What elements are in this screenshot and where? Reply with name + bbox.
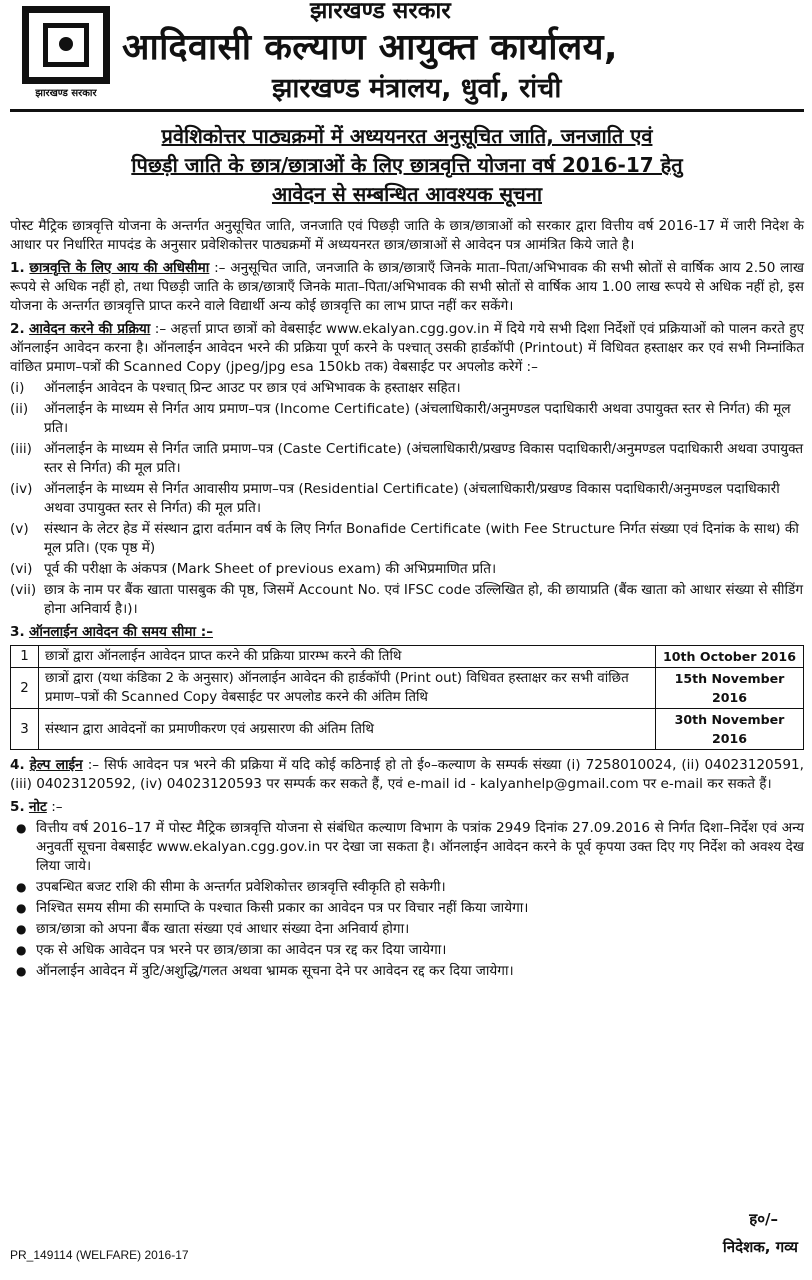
row-number: 1 bbox=[11, 646, 39, 668]
list-item bbox=[10, 878, 804, 897]
footer bbox=[10, 1210, 804, 1270]
row-number: 3 bbox=[11, 709, 39, 750]
signatory-designation: निदेशक, गव्य bbox=[722, 1238, 798, 1256]
section-suffix: :– bbox=[51, 799, 63, 815]
list-item bbox=[10, 480, 804, 518]
title-line-2: पिछड़ी जाति के छात्र/छात्राओं के लिए छात्रवृत्ति योजना वर्ष 2016-17 हेतु bbox=[131, 153, 683, 177]
bullet-icon: ● bbox=[16, 901, 27, 915]
list-item bbox=[10, 899, 804, 918]
list-item bbox=[10, 962, 804, 981]
office-address: झारखण्ड मंत्रालय, धुर्वा, रांची bbox=[272, 73, 562, 104]
section-application-process bbox=[10, 320, 804, 377]
note-text: उपबन्धित बजट राशि की सीमा के अन्तर्गत प्रवेशिकोत्तर छात्रवृत्ति स्वीकृति हो सकेगी। bbox=[36, 879, 446, 895]
list-item bbox=[10, 581, 804, 619]
jharkhand-emblem-logo bbox=[14, 6, 118, 100]
list-item bbox=[10, 520, 804, 558]
table-row bbox=[11, 709, 804, 750]
section-text: :– अहर्त्ता प्राप्त छात्रों को वेबसाईट www.ekalyan.cgg.gov.in में दिये गये सभी दिशा निर्देशों एवं प्रक्रियाओं को पालन करते हुए ऑनलाईन आवेदन करना है। ऑनलाईन आवेदन भरने की प्रक्रिया पूर्ण करने के पश्चात् उसकी हार्डकॉपी (Printout) में विधिवत हस्ताक्षर कर एवं सभी निम्नांकित वांछित प्रमाण–पत्रों की Scanned Copy (jpeg/jpg esa 150kb तक) वेबसाईट पर अपलोड करेगें :– bbox=[10, 321, 805, 375]
section-heading: हेल्प लाईन bbox=[29, 757, 83, 773]
note-text: ऑनलाईन आवेदन में त्रुटि/अशुद्धि/गलत अथवा भ्रामक सूचना देने पर आवेदन रद्द कर दिया जायेगा। bbox=[36, 963, 514, 979]
section-text: :– अनुसूचित जाति, जनजाति के छात्र/छात्राएँ जिनके माता–पिता/अभिभावक की सभी स्रोतों से वार्षिक आय 2.50 लाख रूपये से अधिक नहीं हो, तथा पिछड़ी जाति के छात्र/छात्राएँ जिनके माता–पिता/अभिभावक की सभी स्रोतों से वार्षिक आय 1.00 लाख रूपये से अधिक नहीं हो, इस योजना के अन्तर्गत छात्रवृत्ति प्राप्त करने वाले विद्यार्थी अन्य कोई छात्रवृत्ति का लाभ प्राप्त नहीं कर सकेंगे। bbox=[10, 260, 804, 314]
section-number: 4. bbox=[10, 757, 25, 773]
item-text: पूर्व की परीक्षा के अंकपत्र (Mark Sheet of previous exam) की अभिप्रमाणित प्रति। bbox=[44, 561, 497, 577]
section-heading: आवेदन करने की प्रक्रिया bbox=[29, 321, 151, 337]
note-text: वित्तीय वर्ष 2016–17 में पोस्ट मैट्रिक छात्रवृत्ति योजना से संबंधित कल्याण विभाग के पत्रांक 2949 दिनांक 27.09.2016 से निर्गत दिशा–निर्देश एवं अन्य अनुवर्ती सूचना वेबसाईट www.ekalyan.cgg.gov.in पर देखा जा सकता है। ऑनलाईन आवेदन करने के पूर्व कृपया उक्त दिए गए निर्देश को अवश्य देख लिया जाये। bbox=[36, 820, 804, 874]
office-name: आदिवासी कल्याण आयुक्त कार्यालय, bbox=[122, 27, 618, 68]
section-time-limit bbox=[10, 623, 804, 642]
item-number: (vi) bbox=[10, 561, 33, 577]
list-item bbox=[10, 920, 804, 939]
item-text: ऑनलाईन के माध्यम से निर्गत आवासीय प्रमाण–पत्र (Residential Certificate) (अंचलाधिकारी/प्रखण्ड विकास पदाधिकारी/अनुमण्डल पदाधिकारी अथवा उपायुक्त स्तर से निर्गत) की मूल प्रति। bbox=[44, 481, 780, 516]
item-number: (i) bbox=[10, 380, 25, 396]
item-text: ऑनलाईन के माध्यम से निर्गत आय प्रमाण–पत्र (Income Certificate) (अंचलाधिकारी/अनुमण्डल पदाधिकारी अथवा उपायुक्त स्तर से निर्गत) की मूल प्रति। bbox=[44, 401, 791, 436]
bullet-icon: ● bbox=[16, 964, 27, 978]
section-note bbox=[10, 798, 804, 817]
section-income-limit bbox=[10, 259, 804, 316]
notice-title bbox=[10, 122, 804, 209]
row-date: 10th October 2016 bbox=[656, 646, 804, 668]
list-item bbox=[10, 440, 804, 478]
item-text: छात्र के नाम पर बैंक खाता पासबुक की पृष्ठ, जिसमें Account No. एवं IFSC code उल्लिखित हो, की छायाप्रति (बैंक खाता को आधार संख्या से सीडिंग होना अनिवार्य है।)। bbox=[44, 582, 803, 617]
table-row bbox=[11, 646, 804, 668]
required-documents-list bbox=[10, 379, 804, 619]
bullet-icon: ● bbox=[16, 943, 27, 957]
emblem-outer-frame bbox=[22, 6, 110, 84]
section-heading: नोट bbox=[28, 799, 47, 815]
list-item bbox=[10, 941, 804, 960]
emblem-chakra-icon bbox=[59, 37, 73, 51]
note-text: एक से अधिक आवेदन पत्र भरने पर छात्र/छात्रा का आवेदन पत्र रद्द कर दिया जायेगा। bbox=[36, 942, 447, 958]
government-name: झारखण्ड सरकार bbox=[310, 0, 451, 24]
signature: ह०/– bbox=[749, 1210, 778, 1228]
title-line-1: प्रवेशिकोत्तर पाठ्यक्रमों में अध्ययनरत अनुसूचित जाति, जनजाति एवं bbox=[161, 124, 653, 148]
item-number: (v) bbox=[10, 521, 29, 537]
bullet-icon: ● bbox=[16, 880, 27, 894]
item-number: (ii) bbox=[10, 401, 29, 417]
list-item bbox=[10, 819, 804, 876]
section-heading: ऑनलाईन आवेदन की समय सीमा :– bbox=[28, 624, 213, 640]
item-number: (vii) bbox=[10, 582, 37, 598]
note-text: छात्र/छात्रा को अपना बैंक खाता संख्या एवं आधार संख्या देना अनिवार्य होगा। bbox=[36, 921, 410, 937]
row-description: छात्रों द्वारा (यथा कंडिका 2 के अनुसार) ऑनलाईन आवेदन की हार्डकॉपी (Print out) विधिवत हस्ताक्षर कर सभी वांछित प्रमाण–पत्रों की Scanned Copy वेबसाईट पर अपलोड करने की अंतिम तिथि bbox=[39, 668, 656, 709]
item-number: (iii) bbox=[10, 441, 32, 457]
bullet-icon: ● bbox=[16, 821, 27, 835]
title-line-3: आवेदन से सम्बन्धित आवश्यक सूचना bbox=[271, 182, 543, 206]
section-number: 5. bbox=[10, 799, 25, 815]
section-number: 3. bbox=[10, 624, 25, 640]
row-date: 15th November 2016 bbox=[656, 668, 804, 709]
section-text: :– सिर्फ आवेदन पत्र भरने की प्रक्रिया में यदि कोई कठिनाई हो तो ई०–कल्याण के सम्पर्क संख्या (i) 7258010024, (ii) 04023120591, (iii) 04023120592, (iv) 04023120593 पर सम्पर्क कर सकते हैं, एवं e-mail id - kalyanhelp@gmail.com पर e-mail कर सकते हैं। bbox=[10, 757, 804, 792]
list-item bbox=[10, 560, 804, 579]
item-text: ऑनलाईन आवेदन के पश्चात् प्रिन्ट आउट पर छात्र एवं अभिभावक के हस्ताक्षर सहित। bbox=[44, 380, 461, 396]
item-text: संस्थान के लेटर हेड में संस्थान द्वारा वर्तमान वर्ष के लिए निर्गत Bonafide Certificate (with Fee Structure निर्गत संख्या एवं दिनांक के साथ) की मूल प्रति। (एक पृष्ठ में) bbox=[44, 521, 799, 556]
row-description: संस्थान द्वारा आवेदनों का प्रमाणीकरण एवं अग्रसारण की अंतिम तिथि bbox=[39, 709, 656, 750]
emblem-caption: झारखण्ड सरकार bbox=[35, 88, 97, 99]
list-item bbox=[10, 400, 804, 438]
note-text: निश्चित समय सीमा की समाप्ति के पश्चात किसी प्रकार का आवेदन पत्र पर विचार नहीं किया जायेगा। bbox=[36, 900, 529, 916]
bullet-icon: ● bbox=[16, 922, 27, 936]
section-helpline bbox=[10, 756, 804, 794]
pr-code: PR_149114 (WELFARE) 2016-17 bbox=[10, 1248, 189, 1262]
note-list bbox=[10, 819, 804, 981]
item-number: (iv) bbox=[10, 481, 33, 497]
section-heading: छात्रवृत्ति के लिए आय की अधिसीमा bbox=[29, 260, 210, 276]
intro-paragraph: पोस्ट मैट्रिक छात्रवृत्ति योजना के अन्तर्गत अनुसूचित जाति, जनजाति एवं पिछड़ी जाति के छात्र/छात्राओं को सरकार द्वारा वित्तीय वर्ष 2016-17 में जारी निदेश के आधार पर निर्धारित मापदंड के अनुसार प्रवेशिकोत्तर पाठ्यक्रमों में अध्ययनरत छात्र/छात्राओं से आवेदन पत्र आमंत्रित किये जाते है। bbox=[10, 218, 804, 253]
timeline-table bbox=[10, 645, 804, 750]
row-date: 30th November 2016 bbox=[656, 709, 804, 750]
row-description: छात्रों द्वारा ऑनलाईन आवेदन प्राप्त करने की प्रक्रिया प्रारम्भ करने की तिथि bbox=[39, 646, 656, 668]
table-row bbox=[11, 668, 804, 709]
row-number: 2 bbox=[11, 668, 39, 709]
section-number: 2. bbox=[10, 321, 25, 337]
item-text: ऑनलाईन के माध्यम से निर्गत जाति प्रमाण–पत्र (Caste Certificate) (अंचलाधिकारी/प्रखण्ड विकास पदाधिकारी/अनुमण्डल पदाधिकारी अथवा उपायुक्त स्तर से निर्गत) की मूल प्रति। bbox=[44, 441, 804, 476]
list-item bbox=[10, 379, 804, 398]
section-number: 1. bbox=[10, 260, 25, 276]
header bbox=[10, 0, 804, 112]
